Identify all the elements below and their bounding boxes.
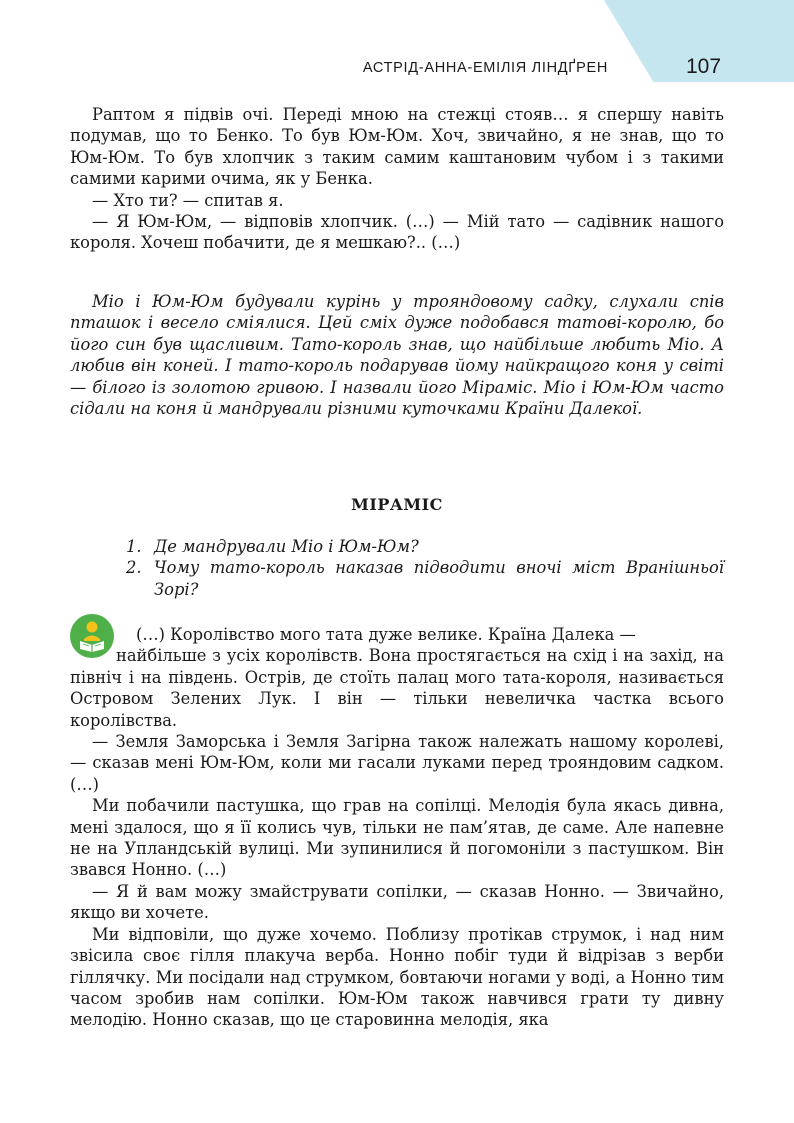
intro-text xyxy=(70,104,724,254)
section-title: МІРАМІС xyxy=(351,495,443,514)
paragraph: — Хто ти? — спитав я. xyxy=(92,190,284,210)
question-list xyxy=(126,536,724,600)
summary-paragraph: Міо і Юм-Юм будували курінь у трояндовому садку, слухали спів пташок і весело сміялися. Цей сміх дуже подобався татові-королю, бо його син був щасливим. Тато-король знав, що найбільше любить Міо. А любив він коней. І тато-король подарував йому найкращого коня у світі — білого із золотою гривою. І назвали його Мірамiс. Міо і Юм-Юм часто сідали на коня й мандрували різними куточками Країни Далекої. xyxy=(70,292,724,419)
paragraph xyxy=(70,624,724,731)
paragraph: — Я й вам можу змайструвати сопілки, — сказав Нонно. — Звичайно, якщо ви хочете. xyxy=(70,881,724,923)
paragraph: — Я Юм-Юм, — відповів хлопчик. (…) — Мій тато — садівник нашого короля. Хочеш побачити, де я мешкаю?.. (…) xyxy=(70,212,724,253)
paragraph: Раптом я підвів очі. Переді мною на стежці стояв… я спершу навіть подумав, що то Бенко. То був Юм-Юм. Хоч, звичайно, я не знав, що то Юм-Юм. То був хлопчик з таким самим каштановим чубом і з такими самими карими очима, як у Бенка. xyxy=(70,105,724,189)
question-text: Чому тато-король наказав підводити вночі міст Вранішньої Зорі? xyxy=(154,558,724,599)
paragraph-first-line: (…) Королівство мого тата дуже велике. Країна Далека — xyxy=(136,625,636,644)
paragraph: — Земля Заморська і Земля Загірна також належать нашому королеві, — сказав мені Юм-Юм, коли ми гасали луками перед трояндовим садком. (…) xyxy=(70,732,724,794)
question-number: 2. xyxy=(126,558,142,578)
question-number: 1. xyxy=(126,537,142,556)
paragraph-continuation: найбільше з усіх королівств. Вона простягається на схід і на захід, на північ і на південь. Острів, де стоїть палац мого тата-короля, називається Островом Зелених Лук. І він — тільки невеличка частка всього королівства. xyxy=(70,646,724,730)
running-head: АСТРІД-АННА-ЕМІЛІЯ ЛІНДҐРЕН xyxy=(362,60,608,76)
paragraph: Ми відповіли, що дуже хочемо. Поблизу протікав струмок, і над ним звісила своє гілля плакуча верба. Нонно побіг туди й відрізав з верби гіллячку. Ми посідали над струмком, бовтаючи ногами у воді, а Нонно тим часом зробив нам сопілки. Юм-Юм також навчився грати ту дивну мелодію. Нонно сказав, що це старовинна мелодія, яка xyxy=(70,924,724,1030)
page-number: 107 xyxy=(686,55,722,78)
paragraph: Ми побачили пастушка, що грав на сопілці. Мелодія була якась дивна, мені здалося, що я її колись чув, тільки не пам’ятав, де саме. Але напевне не на Упландській вулиці. Ми зупинилися й погомоніли з пастушком. Він звався Нонно. (…) xyxy=(70,796,724,880)
story-text xyxy=(70,624,724,1031)
question-text: Де мандрували Міо і Юм-Юм? xyxy=(154,537,419,556)
question-item xyxy=(126,557,724,600)
summary-text xyxy=(70,291,724,419)
question-item xyxy=(126,536,724,557)
